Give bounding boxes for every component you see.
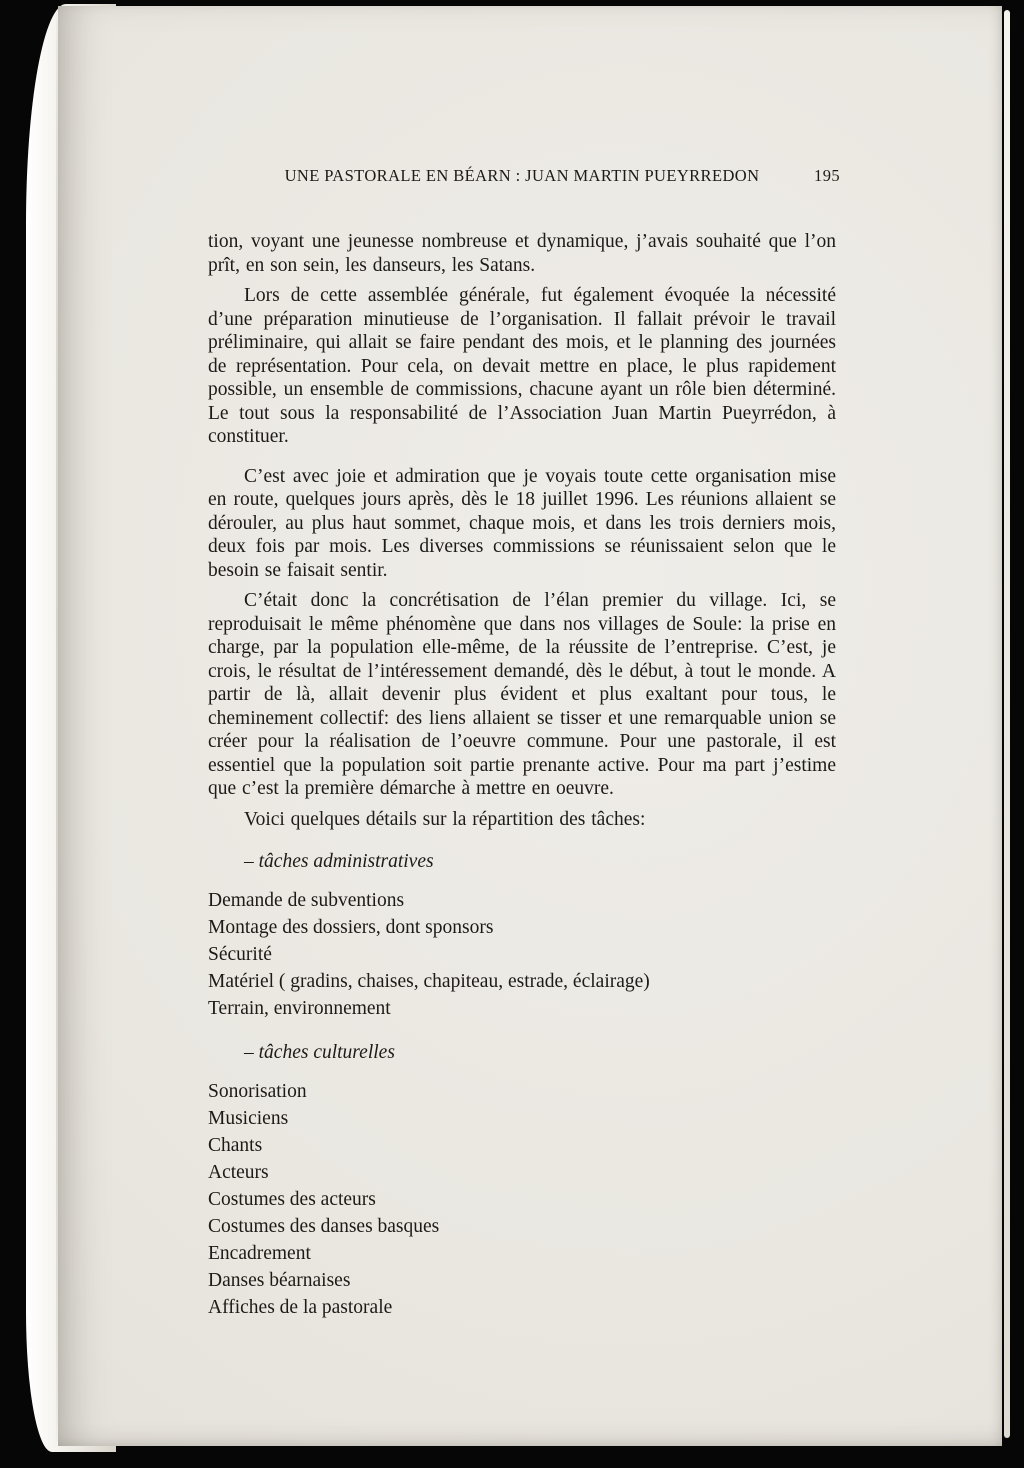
task-item: Affiches de la pastorale — [208, 1297, 393, 1318]
admin-tasks-list — [208, 887, 836, 1022]
task-item: Encadrement — [208, 1243, 311, 1264]
task-item: Sécurité — [208, 944, 272, 965]
chapter-title: UNE PASTORALE EN BÉARN : JUAN MARTIN PUEYRREDON — [284, 166, 760, 185]
tasks-intro: Voici quelques détails sur la répartition des tâches: — [244, 808, 646, 830]
task-item: Musiciens — [208, 1108, 289, 1129]
task-item: Sonorisation — [208, 1081, 307, 1102]
paragraph: C’était donc la concrétisation de l’élan premier du village. Ici, se reproduisait le même phénomène que dans nos villages de Soule: la prise en charge, par la population elle-même, de la réussite de l’entreprise. C’est, je crois, le résultat de l’intéressement demandé, dès le début, à tout le monde. A partir de là, allait devenir plus évident et plus exaltant pour tous, le cheminement collectif: des liens allaient se tisser et une remarquable union se créer pour la réalisation de l’oeuvre commune. Pour une pastorale, il est essentiel que la population soit partie prenante active. Pour ma part j’estime que c’est la première démarche à mettre en oeuvre. — [208, 590, 836, 799]
cultural-tasks-list — [208, 1078, 836, 1321]
task-item: Costumes des danses basques — [208, 1216, 440, 1237]
paragraph: C’est avec joie et admiration que je voyais toute cette organisation mise en route, quelques jours après, dès le 18 juillet 1996. Les réunions allaient se dérouler, au plus haut sommet, chaque mois, et dans les trois derniers mois, deux fois par mois. Les diverses commissions se réunissaient selon que le besoin se faisait sentir. — [208, 465, 836, 581]
task-item: Demande de subventions — [208, 890, 405, 911]
next-page-edge — [1004, 10, 1010, 1438]
paragraph: Lors de cette assemblée générale, fut également évoquée la nécessité d’une préparation minutieuse de l’organisation. Il fallait prévoir le travail préliminaire, qui allait se faire pendant des mois, et le planning des journées de représentation. Pour cela, on devait mettre en place, le plus rapidement possible, un ensemble de commissions, chacune ayant un rôle bien déterminé. Le tout sous la responsabilité de l’Association Juan Martin Pueyrrédon, à constituer. — [208, 285, 836, 447]
running-header — [208, 166, 840, 186]
task-item: Chants — [208, 1135, 263, 1156]
page-content — [208, 166, 840, 1321]
book-page — [58, 6, 1002, 1446]
task-item: Matériel ( gradins, chaises, chapiteau, estrade, éclairage) — [208, 971, 650, 992]
body-text — [208, 230, 836, 831]
cultural-tasks-heading: – tâches culturelles — [244, 1042, 395, 1063]
task-item: Terrain, environnement — [208, 998, 391, 1019]
task-item: Danses béarnaises — [208, 1270, 351, 1291]
task-item: Costumes des acteurs — [208, 1189, 376, 1210]
task-item: Montage des dossiers, dont sponsors — [208, 917, 494, 938]
task-item: Acteurs — [208, 1162, 269, 1183]
paragraph: tion, voyant une jeunesse nombreuse et dynamique, j’avais souhaité que l’on prît, en son sein, les danseurs, les Satans. — [208, 231, 836, 276]
admin-tasks-heading: – tâches administratives — [244, 851, 434, 872]
page-number: 195 — [814, 166, 840, 185]
